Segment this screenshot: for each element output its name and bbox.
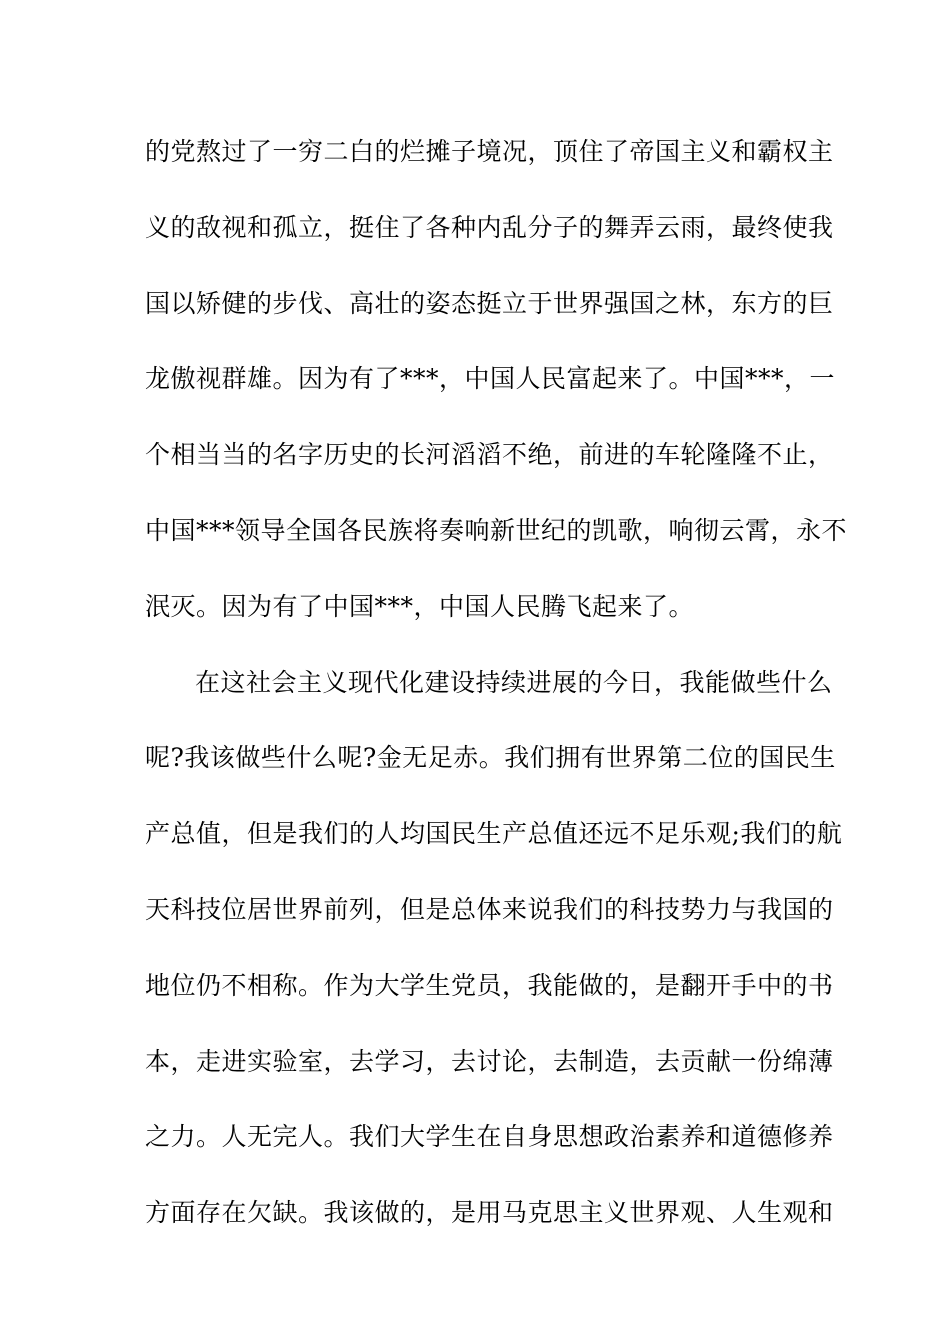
text-line: 产总值，但是我们的人均国民生产总值还远不足乐观;我们的航	[145, 819, 843, 849]
text-line: 泯灭。因为有了中国***，中国人民腾飞起来了。	[145, 591, 695, 621]
text-line: 的党熬过了一穷二白的烂摊子境况，顶住了帝国主义和霸权主	[145, 137, 834, 166]
body-text	[145, 128, 848, 1265]
text-line: 中国***领导全国各民族将奏响新世纪的凯歌，响彻云霄，永不	[145, 515, 848, 545]
text-line: 本，走进实验室，去学习，去讨论，去制造，去贡献一份绵薄	[145, 1046, 834, 1076]
text-line: 地位仍不相称。作为大学生党员，我能做的，是翻开手中的书	[145, 970, 834, 1000]
text-line: 方面存在欠缺。我该做的，是用马克思主义世界观、人生观和	[145, 1198, 834, 1228]
text-line: 天科技位居世界前列，但是总体来说我们的科技势力与我国的	[145, 894, 834, 924]
text-line: 个相当当的名字历史的长河滔滔不绝，前进的车轮隆隆不止，	[145, 440, 834, 470]
text-line: 国以矫健的步伐、高壮的姿态挺立于世界强国之林，东方的巨	[145, 288, 834, 318]
text-line: 呢?我该做些什么呢?金无足赤。我们拥有世界第二位的国民生	[145, 743, 836, 773]
text-line: 之力。人无完人。我们大学生在自身思想政治素养和道德修养	[145, 1122, 834, 1152]
text-line: 龙傲视群雄。因为有了***，中国人民富起来了。中国***，一	[145, 364, 836, 394]
text-line: 在这社会主义现代化建设持续进展的今日，我能做些什么	[195, 667, 833, 697]
text-line: 义的敌视和孤立，挺住了各种内乱分子的舞弄云雨，最终使我	[145, 212, 834, 242]
